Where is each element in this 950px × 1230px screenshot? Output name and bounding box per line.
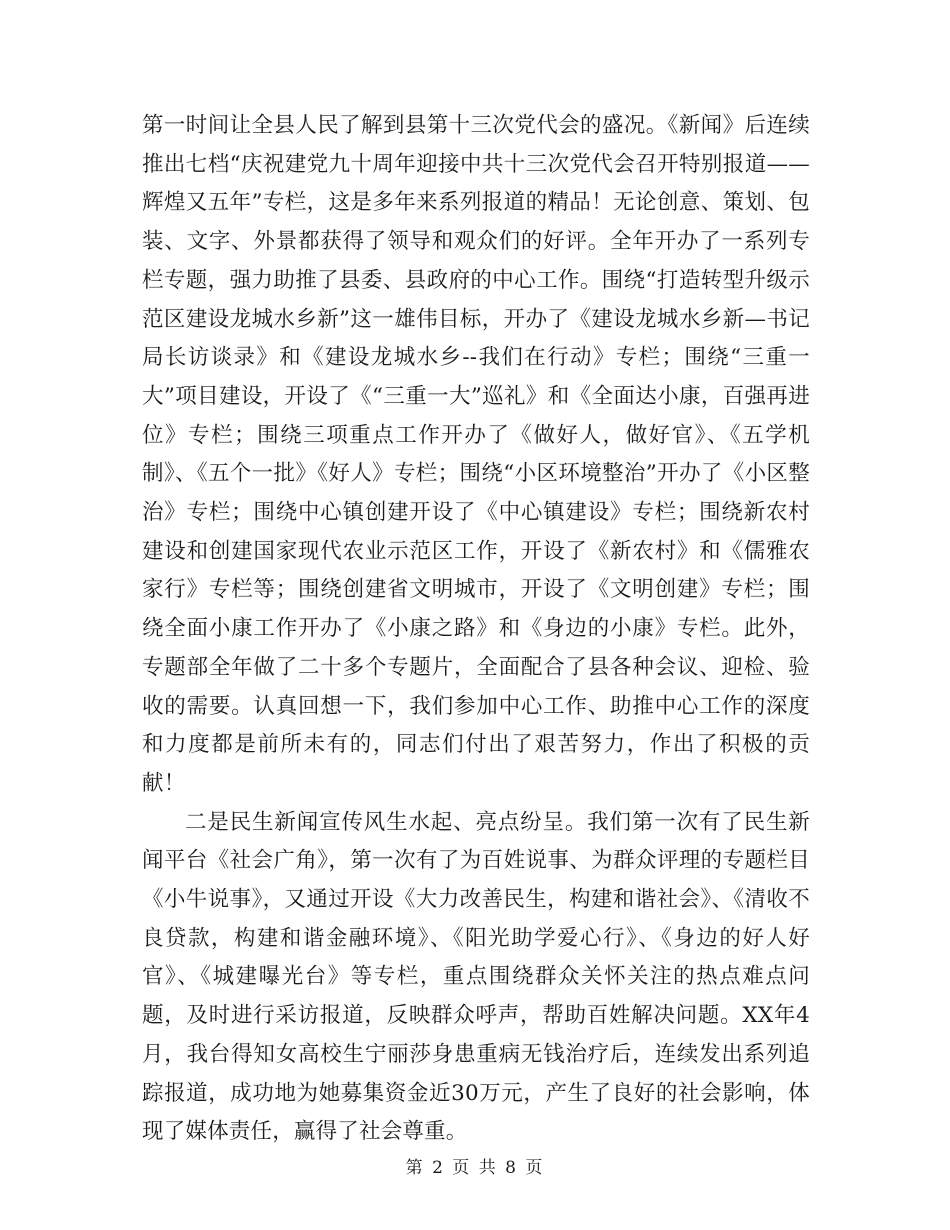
paragraph-2: 二是民生新闻宣传风生水起、亮点纷呈。我们第一次有了民生新闻平台《社会广角》，第一次有了为百姓说事、为群众评理的专题栏目《小牛说事》，又通过开设《大力改善民生，构建和谐社会》、《清收不良贷款，构建和谐金融环境》、《阳光助学爱心行》、《身边的好人好官》、《城建曝光台》等专栏，重点围绕群众关怀关注的热点难点问题，及时进行采访报道，反映群众呼声，帮助百姓解决问题。XX年4月，我台得知女高校生宁丽莎身患重病无钱治疗后，连续发出系列追踪报道，成功地为她募集资金近30万元，产生了良好的社会影响，体现了媒体责任，赢得了社会尊重。 <box>142 809 810 1145</box>
document-body <box>142 107 810 1152</box>
page-footer: 第 2 页 共 8 页 <box>405 1158 545 1178</box>
paragraph-1: 第一时间让全县人民了解到县第十三次党代会的盛况。《新闻》后连续推出七档“庆祝建党九十周年迎接中共十三次党代会召开特别报道——辉煌又五年”专栏，这是多年来系列报道的精品！无论创意、策划、包装、文字、外景都获得了领导和观众们的好评。全年开办了一系列专栏专题，强力助推了县委、县政府的中心工作。围绕“打造转型升级示范区建设龙城水乡新”这一雄伟目标，开办了《建设龙城水乡新—书记局长访谈录》和《建设龙城水乡--我们在行动》专栏；围绕“三重一大”项目建设，开设了《“三重一大”巡礼》和《全面达小康，百强再进位》专栏；围绕三项重点工作开办了《做好人，做好官》、《五学机制》、《五个一批》《好人》专栏；围绕“小区环境整治”开办了《小区整治》专栏；围绕中心镇创建开设了《中心镇建设》专栏；围绕新农村建设和创建国家现代农业示范区工作，开设了《新农村》和《儒雅农家行》专栏等；围绕创建省文明城市，开设了《文明创建》专栏；围绕全面小康工作开办了《小康之路》和《身边的小康》专栏。此外，专题部全年做了二十多个专题片，全面配合了县各种会议、迎检、验收的需要。认真回想一下，我们参加中心工作、助推中心工作的深度和力度都是前所未有的，同志们付出了艰苦努力，作出了积极的贡献！ <box>142 113 810 796</box>
